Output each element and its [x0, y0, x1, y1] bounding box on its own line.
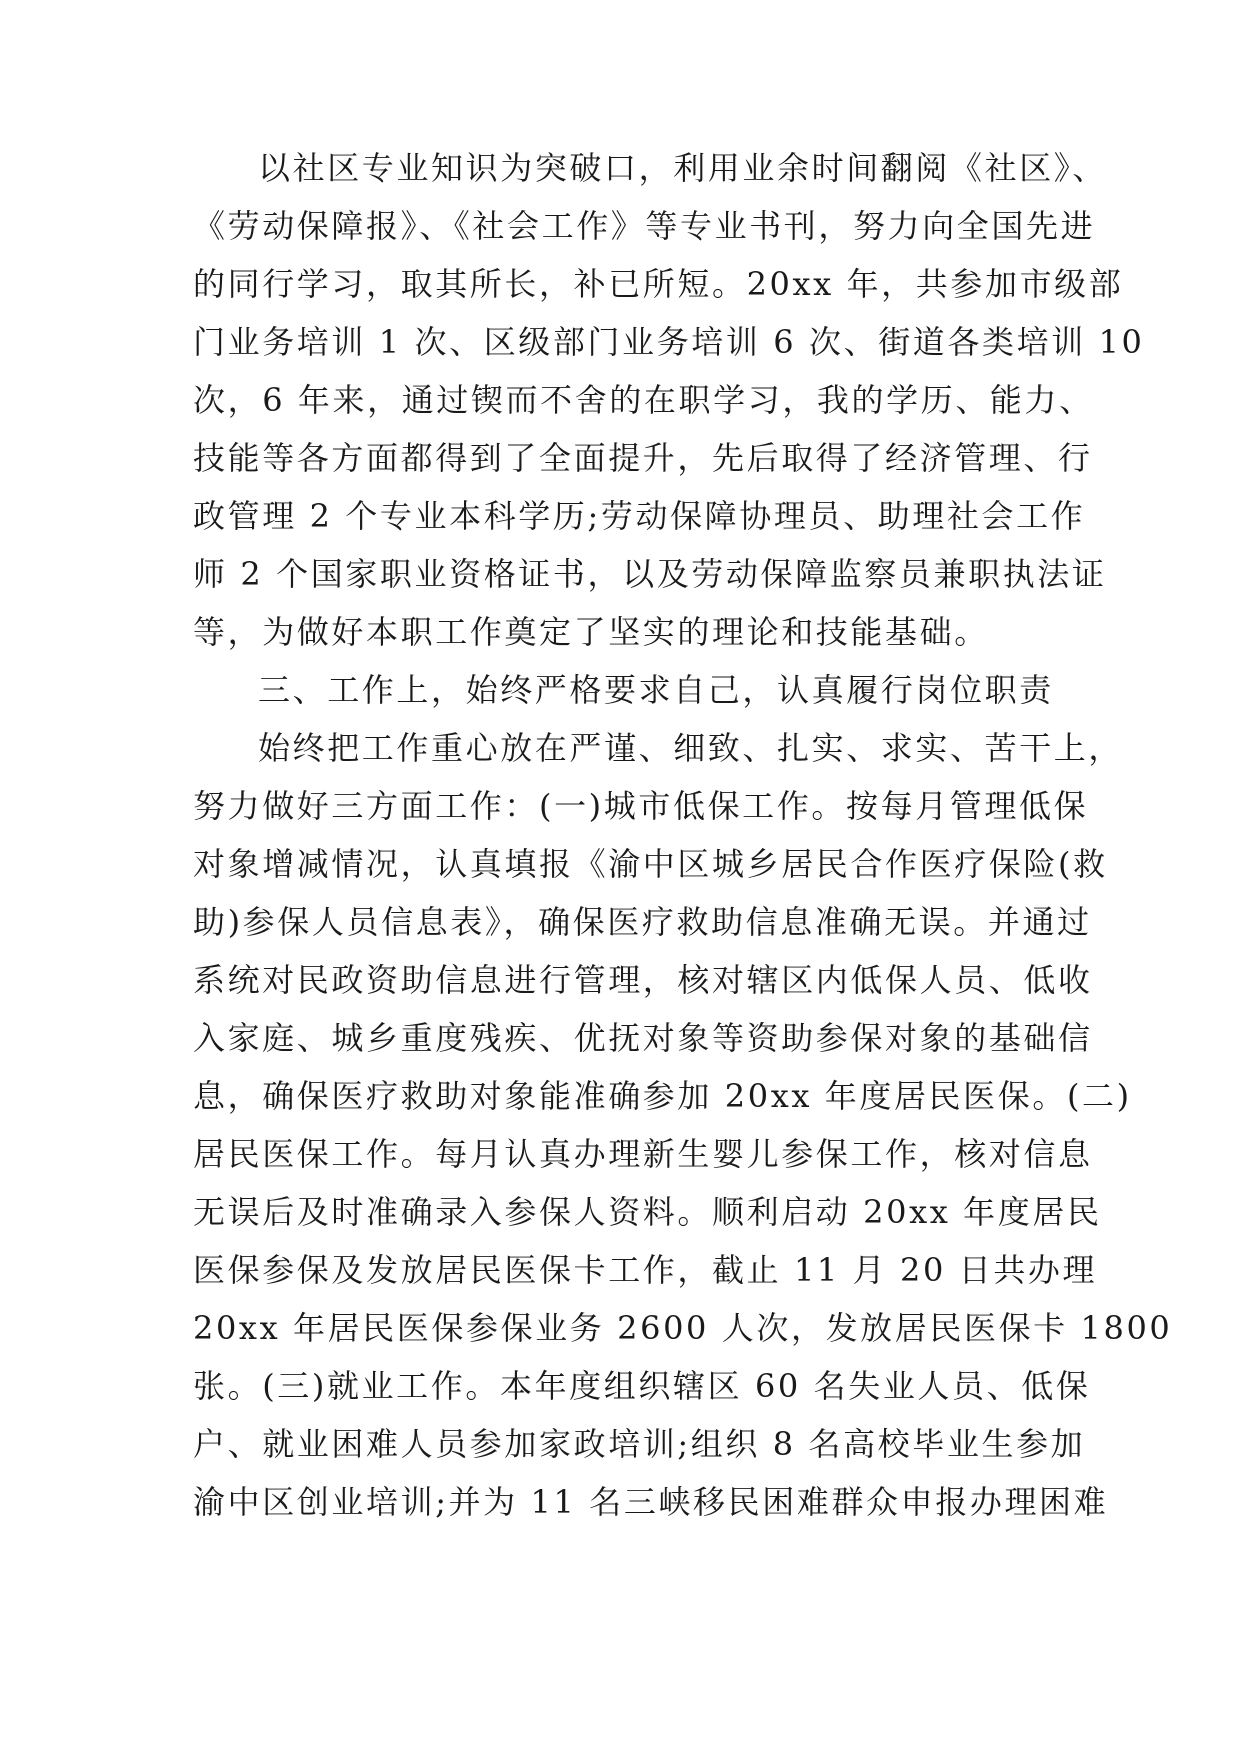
paragraph-line: 入家庭、城乡重度残疾、优抚对象等资助参保对象的基础信 — [193, 1019, 1093, 1057]
paragraph-line: 次，6 年来，通过锲而不舍的在职学习，我的学历、能力、 — [193, 381, 1094, 419]
paragraph-line: 门业务培训 1 次、区级部门业务培训 6 次、街道各类培训 10 — [193, 323, 1145, 361]
paragraph-line: 对象增减情况，认真填报《渝中区城乡居民合作医疗保险(救 — [193, 845, 1108, 883]
paragraph-line: 户、就业困难人员参加家政培训;组织 8 名高校毕业生参加 — [193, 1425, 1086, 1463]
paragraph-line: 居民医保工作。每月认真办理新生婴儿参保工作，核对信息 — [193, 1135, 1093, 1173]
paragraph-line: 20xx 年居民医保参保业务 2600 人次，发放居民医保卡 1800 — [193, 1309, 1173, 1347]
paragraph-line: 渝中区创业培训;并为 11 名三峡移民困难群众申报办理困难 — [193, 1483, 1109, 1521]
paragraph-line: 始终把工作重心放在严谨、细致、扎实、求实、苦干上， — [258, 729, 1124, 767]
paragraph-line: 技能等各方面都得到了全面提升，先后取得了经济管理、行 — [193, 439, 1093, 477]
paragraph-line: 以社区专业知识为突破口，利用业余时间翻阅《社区》、 — [258, 149, 1108, 187]
paragraph-line: 师 2 个国家职业资格证书，以及劳动保障监察员兼职执法证 — [193, 555, 1107, 593]
paragraph-line: 医保参保及发放居民医保卡工作，截止 11 月 20 日共办理 — [193, 1251, 1098, 1289]
paragraph-line: 《劳动保障报》、《社会工作》等专业书刊，努力向全国先进 — [193, 207, 1096, 245]
paragraph-line: 的同行学习，取其所长，补已所短。20xx 年，共参加市级部 — [193, 265, 1124, 303]
section-heading: 三、工作上，始终严格要求自己，认真履行岗位职责 — [258, 671, 1054, 709]
paragraph-line: 张。(三)就业工作。本年度组织辖区 60 名失业人员、低保 — [193, 1367, 1091, 1405]
paragraph-line: 系统对民政资助信息进行管理，核对辖区内低保人员、低收 — [193, 961, 1093, 999]
paragraph-line: 政管理 2 个专业本科学历;劳动保障协理员、助理社会工作 — [193, 497, 1086, 535]
paragraph-line: 努力做好三方面工作：(一)城市低保工作。按每月管理低保 — [193, 787, 1089, 825]
paragraph-line: 无误后及时准确录入参保人资料。顺利启动 20xx 年度居民 — [193, 1193, 1102, 1231]
paragraph-line: 助)参保人员信息表》，确保医疗救助信息准确无误。并通过 — [193, 903, 1092, 941]
paragraph-line: 等，为做好本职工作奠定了坚实的理论和技能基础。 — [193, 613, 989, 651]
paragraph-line: 息，确保医疗救助对象能准确参加 20xx 年度居民医保。(二) — [193, 1077, 1132, 1115]
